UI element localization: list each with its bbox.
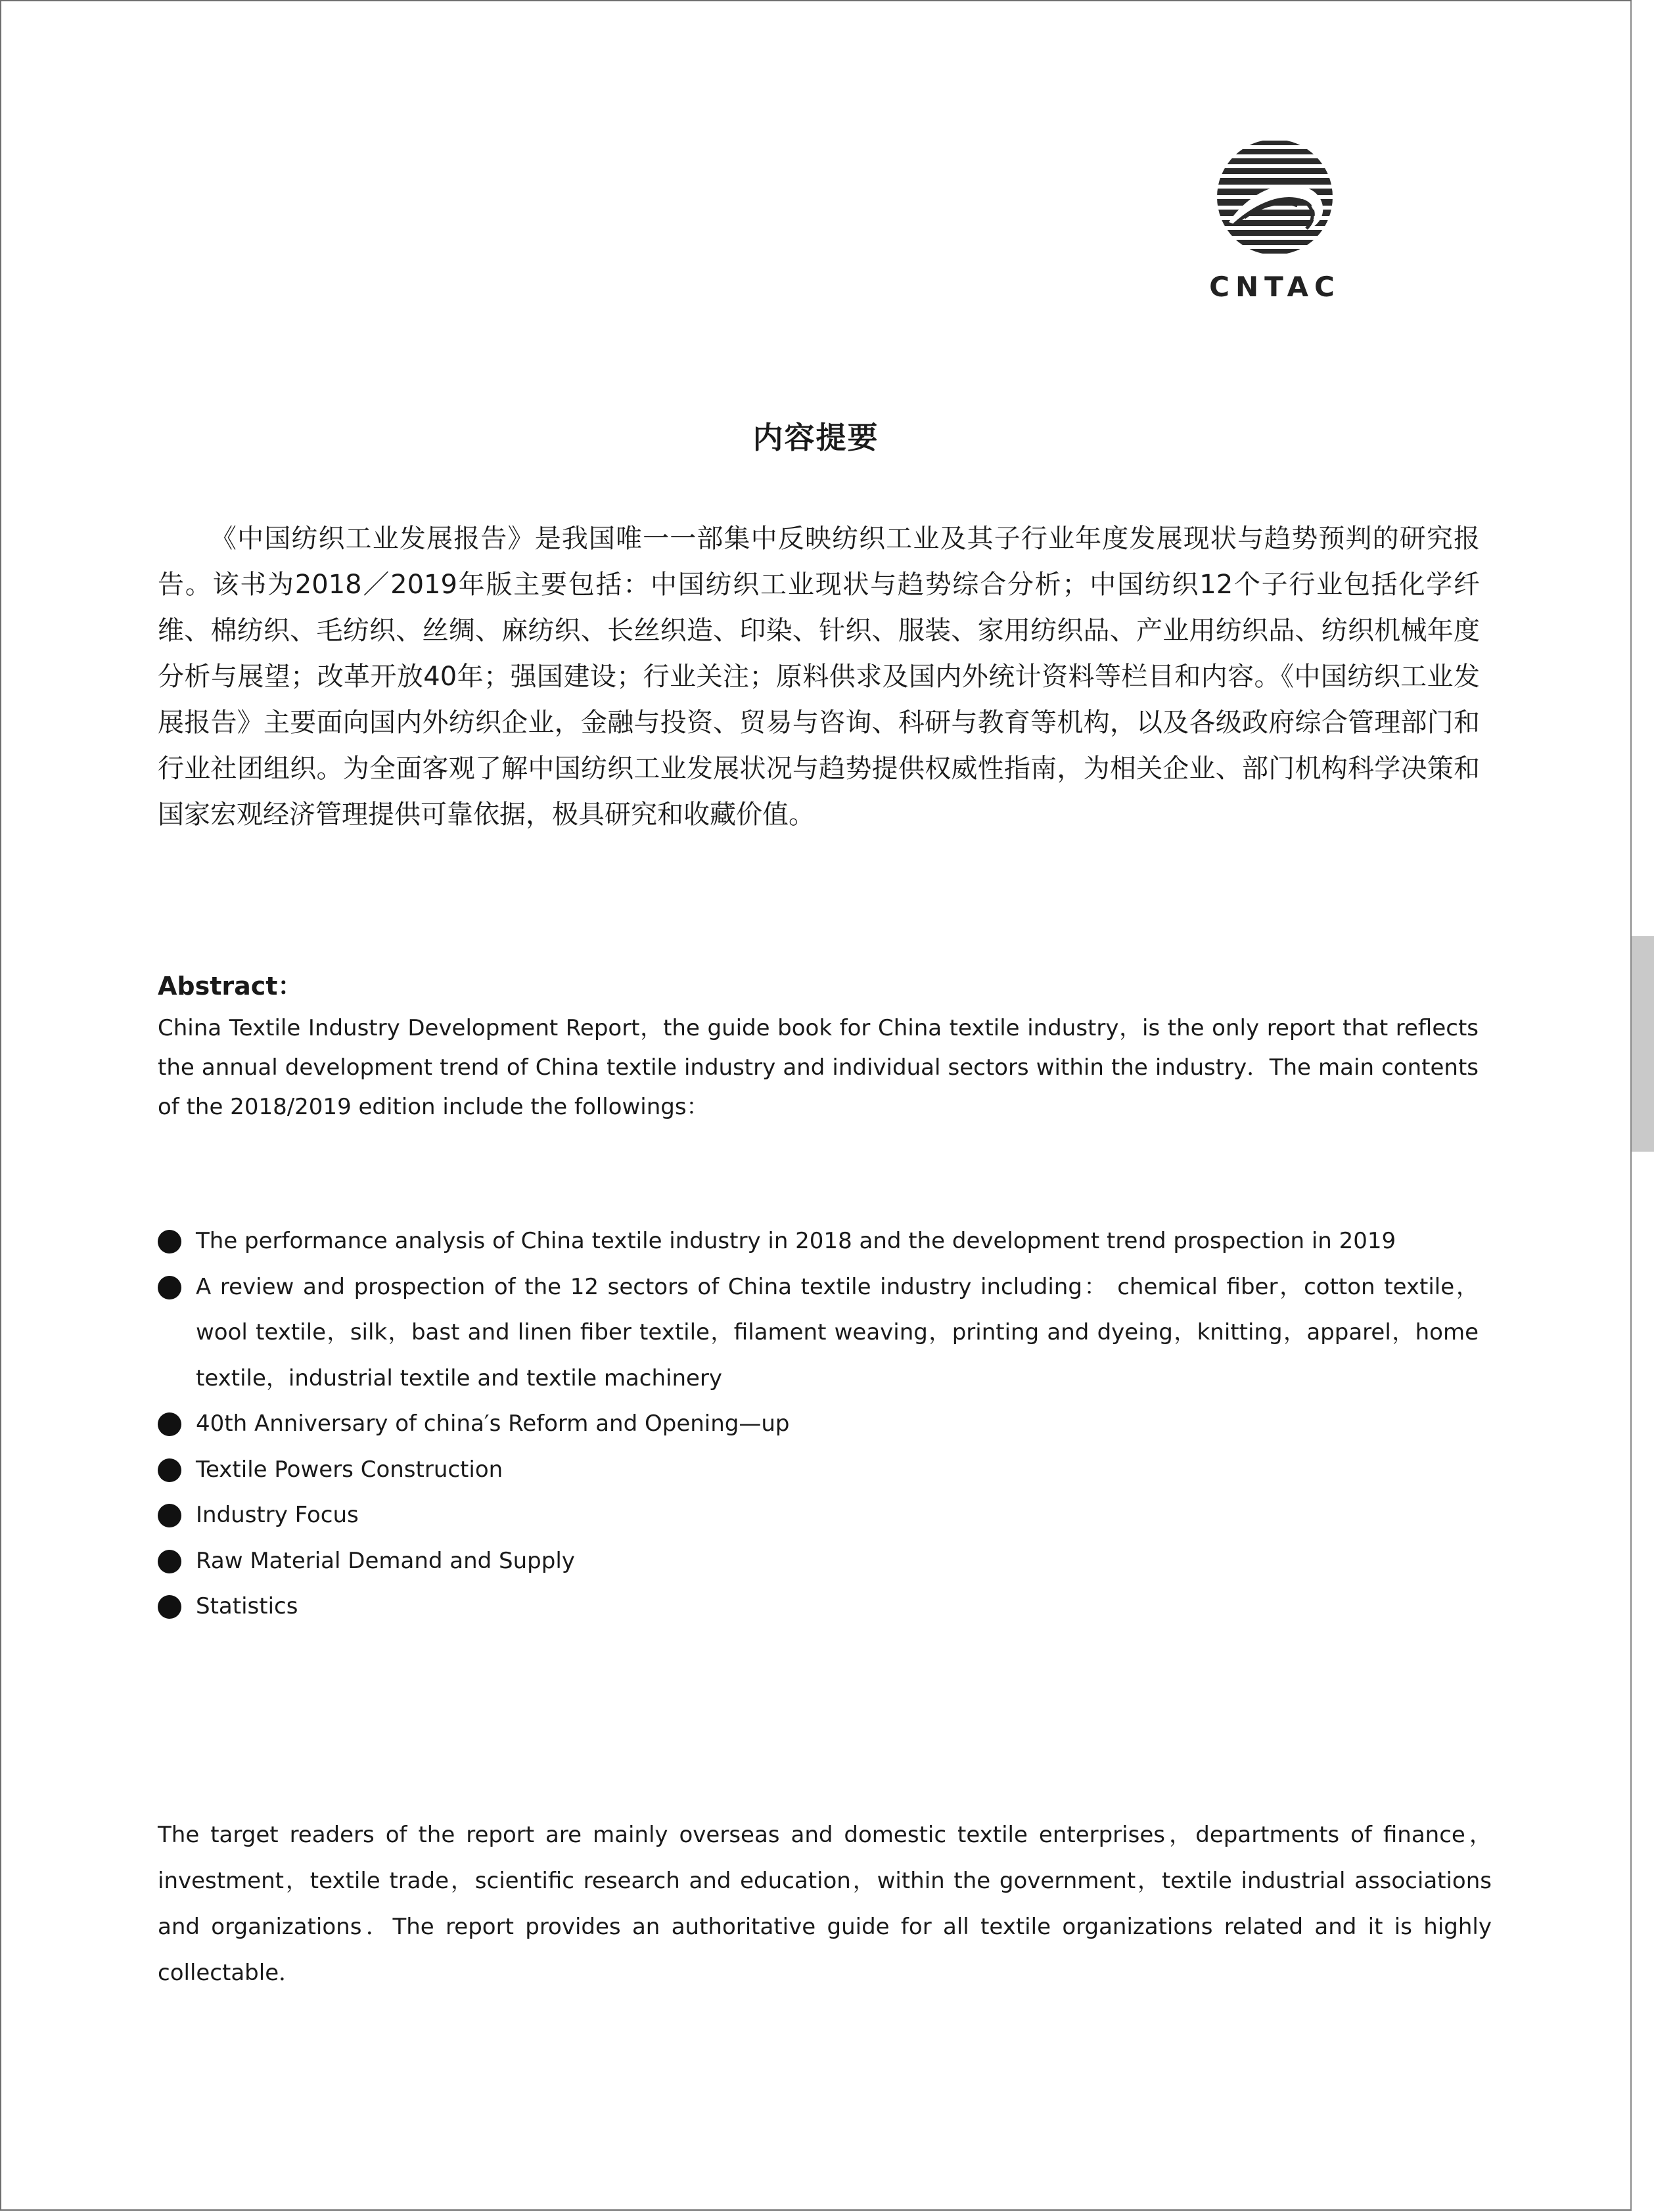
bullet-dot-icon: [158, 1276, 181, 1299]
target-readers-paragraph: The target readers of the report are mainly overseas and domestic textile enterprises，departments of finance，investment，textile trade，scientific research and education，within the government，textile industrial associations and organizations．The report provides an authoritative guide for all textile organizations related and it is highly collectable．: [158, 1822, 1492, 1986]
list-item: [158, 1584, 1479, 1630]
logo-text: CNTAC: [1209, 271, 1341, 303]
bullet-dot-icon: [158, 1458, 181, 1482]
cntac-emblem-icon: [1216, 138, 1334, 256]
list-item-text: Textile Powers Construction: [196, 1456, 503, 1483]
bullet-dot-icon: [158, 1412, 181, 1436]
list-item: [158, 1493, 1479, 1539]
list-item-text: Raw Material Demand and Supply: [196, 1547, 575, 1574]
chinese-summary-paragraph: 《中国纺织工业发展报告》是我国唯一一部集中反映纺织工业及其子行业年度发展现状与趋势预判的研究报告。该书为2018／2019年版主要包括：中国纺织工业现状与趋势综合分析；中国纺织12个子行业包括化学纤维、棉纺织、毛纺织、丝绸、麻纺织、长丝织造、印染、针织、服装、家用纺织品、产业用纺织品、纺织机械年度分析与展望；改革开放40年；强国建设；行业关注；原料供求及国内外统计资料等栏目和内容。《中国纺织工业发展报告》主要面向国内外纺织企业，金融与投资、贸易与咨询、科研与教育等机构，以及各级政府综合管理部门和行业社团组织。为全面客观了解中国纺织工业发展状况与趋势提供权威性指南，为相关企业、部门机构科学决策和国家宏观经济管理提供可靠依据，极具研究和收藏价值。: [158, 524, 1480, 830]
list-item: [158, 1447, 1479, 1493]
cntac-logo: [1196, 138, 1354, 303]
bullet-dot-icon: [158, 1595, 181, 1619]
list-item: [158, 1539, 1479, 1585]
list-item-text: A review and prospection of the 12 sectors of China textile industry including： chemical fiber，cotton textile，wool textile，silk，bast and linen fiber textile，filament weaving，printing and dyeing，knitting，apparel，home textile，industrial textile and textile machinery: [196, 1273, 1479, 1391]
abstract-heading: Abstract：: [158, 972, 303, 1001]
list-item: [158, 1219, 1479, 1265]
list-item-text: 40th Anniversary of china′s Reform and Opening—up: [196, 1411, 790, 1437]
bullet-dot-icon: [158, 1504, 181, 1527]
abstract-intro-paragraph: China Textile Industry Development Report，the guide book for China textile industry，is the only report that reflects the annual development trend of China textile industry and individual sectors within the industry．The main contents of the 2018/2019 edition include the followings：: [158, 1015, 1479, 1120]
list-item-text: Statistics: [196, 1593, 298, 1619]
page-edge-strip: [1632, 0, 1654, 2212]
bullet-dot-icon: [158, 1230, 181, 1253]
bullet-dot-icon: [158, 1550, 181, 1573]
list-item: [158, 1265, 1479, 1402]
scroll-thumb[interactable]: [1632, 936, 1654, 1152]
list-item-text: Industry Focus: [196, 1502, 359, 1528]
list-item: [158, 1401, 1479, 1447]
contents-bullet-list: [158, 1219, 1479, 1630]
list-item-text: The performance analysis of China textile industry in 2018 and the development trend prospection in 2019: [196, 1228, 1396, 1254]
chinese-section-title: 内容提要: [752, 420, 879, 455]
